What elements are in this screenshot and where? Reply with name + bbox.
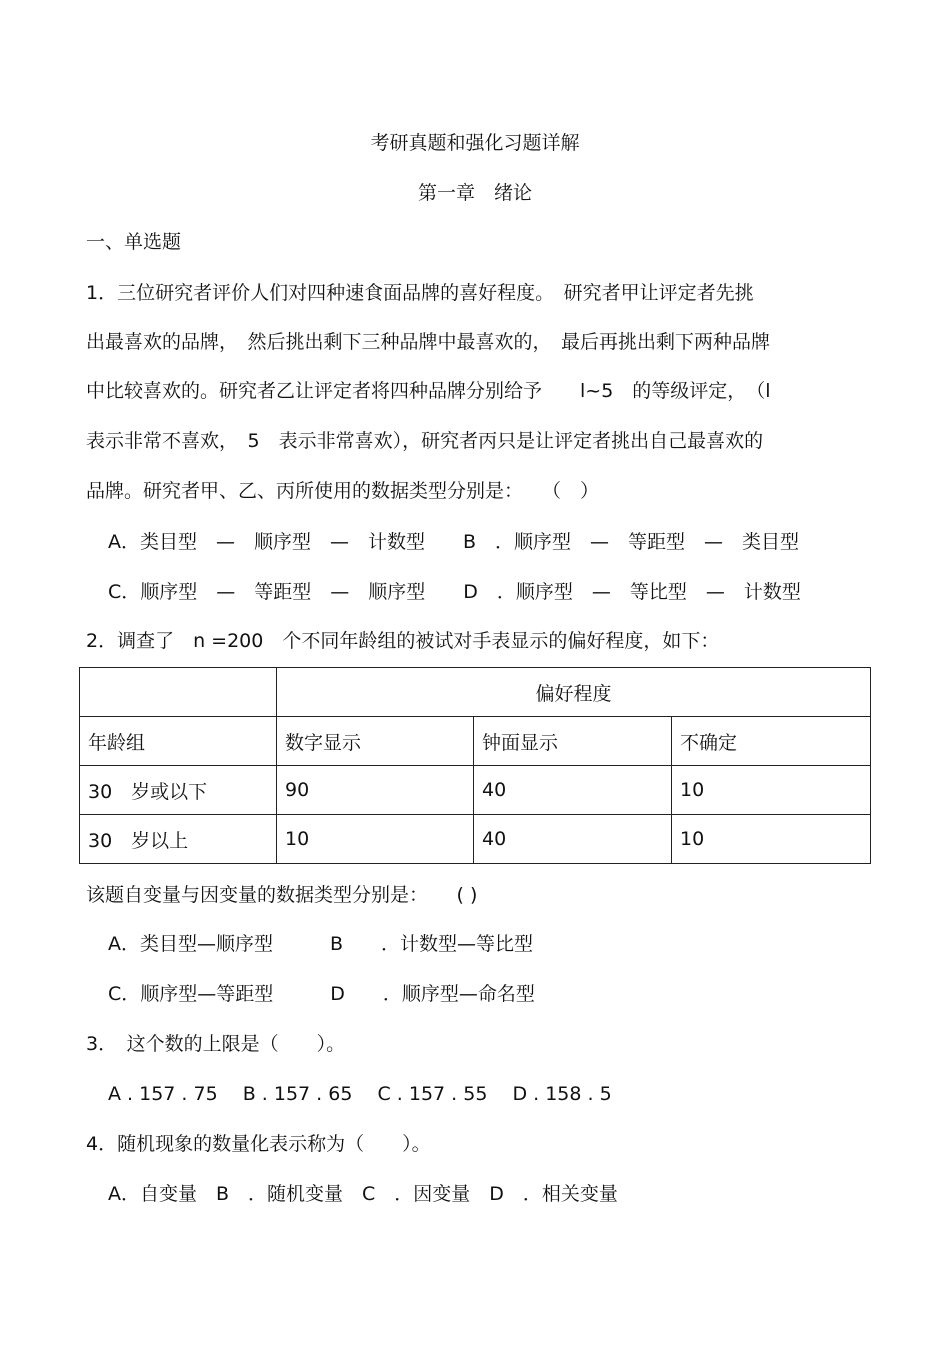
table-header-cell: 数字显示 xyxy=(277,717,474,766)
table-cell: 10 xyxy=(277,815,474,864)
q2-question: 该题自变量与因变量的数据类型分别是： ( ) xyxy=(86,884,478,906)
q1-line-2: 出最喜欢的品牌， 然后挑出剩下三种品牌中最喜欢的， 最后再挑出剩下两种品牌 xyxy=(86,331,771,353)
table-group-header-row xyxy=(80,668,871,717)
table-cell: 30 岁以上 xyxy=(80,815,277,864)
preference-table xyxy=(79,667,871,864)
q2-options-row-1: A．类目型—顺序型 B ．计数型—等比型 xyxy=(108,933,534,955)
chapter-heading: 第一章 绪论 xyxy=(417,182,532,204)
table-row xyxy=(80,766,871,815)
q3-stem: 3． 这个数的上限是（ ）。 xyxy=(86,1033,346,1055)
q1-line-4: 表示非常不喜欢， 5 表示非常喜欢），研究者丙只是让评定者挑出自己最喜欢的 xyxy=(86,430,764,452)
table-cell: 40 xyxy=(474,815,672,864)
q1-line-1: 1．三位研究者评价人们对四种速食面品牌的喜好程度。 研究者甲让评定者先挑 xyxy=(86,282,754,304)
q4-options: A．自变量 B ．随机变量 C ．因变量 D ．相关变量 xyxy=(108,1183,618,1205)
table-row xyxy=(80,815,871,864)
q1-options-row-1: A．类目型 — 顺序型 — 计数型 B ．顺序型 — 等距型 — 类目型 xyxy=(108,531,800,553)
table-header-cell: 不确定 xyxy=(672,717,871,766)
q1-line-3: 中比较喜欢的。研究者乙让评定者将四种品牌分别给予 l~5 的等级评定， （l xyxy=(86,380,771,402)
page-title: 考研真题和强化习题详解 xyxy=(370,132,580,154)
q2-options-row-2: C．顺序型—等距型 D ．顺序型—命名型 xyxy=(108,983,535,1005)
table-empty-cell xyxy=(80,668,277,717)
table-header-cell: 钟面显示 xyxy=(474,717,672,766)
table-cell: 40 xyxy=(474,766,672,815)
q3-options: A . 157 . 75 B . 157 . 65 C . 157 . 55 D . 158 . 5 xyxy=(108,1083,612,1105)
table-cell: 10 xyxy=(672,766,871,815)
q1-options-row-2: C．顺序型 — 等距型 — 顺序型 D ．顺序型 — 等比型 — 计数型 xyxy=(108,581,801,603)
q4-stem: 4．随机现象的数量化表示称为（ ）。 xyxy=(86,1133,431,1155)
section-heading: 一、单选题 xyxy=(86,231,182,253)
table-cell: 30 岁或以下 xyxy=(80,766,277,815)
table-header-cell: 年龄组 xyxy=(80,717,277,766)
table-group-header: 偏好程度 xyxy=(277,668,871,717)
q1-line-5: 品牌。研究者甲、乙、丙所使用的数据类型分别是： （ ） xyxy=(86,480,600,502)
table-header-row xyxy=(80,717,871,766)
table-cell: 10 xyxy=(672,815,871,864)
q2-stem: 2．调查了 n =200 个不同年龄组的被试对手表显示的偏好程度，如下： xyxy=(86,630,720,652)
table-cell: 90 xyxy=(277,766,474,815)
